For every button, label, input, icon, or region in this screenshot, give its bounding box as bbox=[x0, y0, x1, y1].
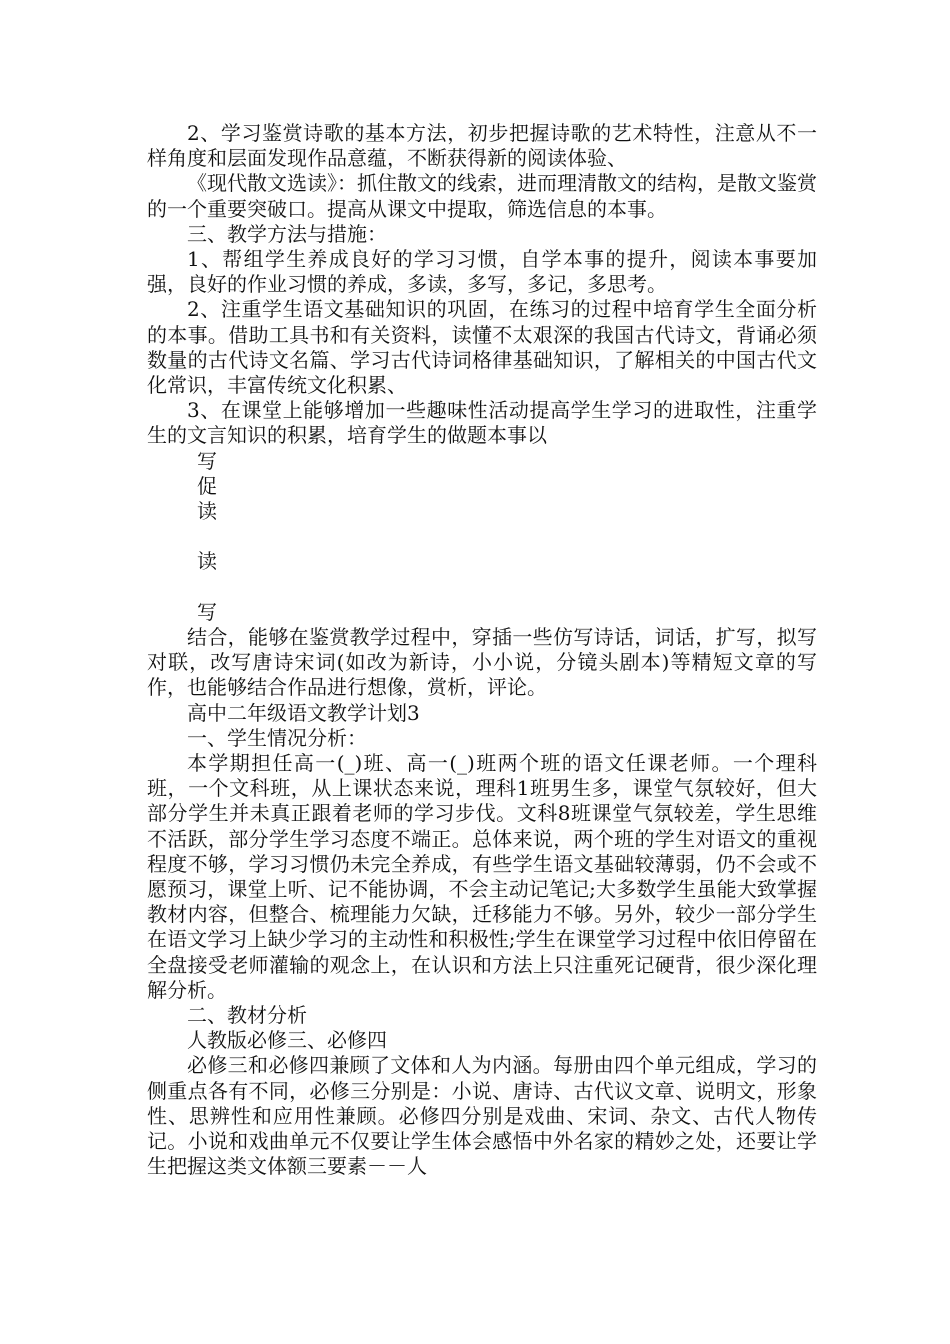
paragraph-method-3: 3、在课堂上能够增加一些趣味性活动提高学生学习的进取性，注重学生的文言知识的积累，培育学生的做题本事以 bbox=[147, 398, 817, 448]
paragraph-student-analysis: 本学期担任高一(_)班、高一(_)班两个班的语文任课老师。一个理科班，一个文科班，从上课状态来说，理科1班男生多，课堂气氛较好，但大部分学生并未真正跟着老师的学习步伐。文科8班课堂气氛较差，学生思维不活跃，部分学生学习态度不端正。总体来说，两个班的学生对语文的重视程度不够，学习习惯仍未完全养成，有些学生语文基础较薄弱，仍不会或不愿预习，课堂上听、记不能协调，不会主动记笔记;大多数学生虽能大致掌握教材内容，但整合、梳理能力欠缺，迁移能力不够。另外，较少一部分学生在语文学习上缺少学习的主动性和积极性;学生在课堂学习过程中依旧停留在全盘接受老师灌输的观念上，在认识和方法上只注重死记硬背，很少深化理解分析。 bbox=[147, 751, 817, 1002]
vertical-char: 促 bbox=[197, 473, 217, 498]
paragraph-method-2: 2、注重学生语文基础知识的巩固，在练习的过程中培育学生全面分析的本事。借助工具书和有关资料，读懂不太艰深的我国古代诗文，背诵必须数量的古代诗文名篇、学习古代诗词格律基础知识，了解相关的中国古代文化常识，丰富传统文化积累、 bbox=[147, 297, 817, 398]
vertical-char: 写 bbox=[197, 599, 217, 624]
section-title-plan-3: 高中二年级语文教学计划3 bbox=[187, 700, 420, 725]
heading-student-analysis: 一、学生情况分析： bbox=[187, 725, 367, 750]
paragraph-writing-combination: 结合，能够在鉴赏教学过程中，穿插一些仿写诗话，词话，扩写，拟写对联，改写唐诗宋词(如改为新诗，小小说，分镜头剧本)等精短文章的写作，也能够结合作品进行想像，赏析，评论。 bbox=[147, 625, 817, 700]
heading-teaching-methods: 三、教学方法与措施： bbox=[187, 221, 387, 246]
paragraph-method-1: 1、帮组学生养成良好的学习习惯，自学本事的提升，阅读本事要加强，良好的作业习惯的养成，多读，多写，多记，多思考。 bbox=[147, 247, 817, 297]
vertical-char: 写 bbox=[197, 448, 217, 473]
vertical-char: 读 bbox=[197, 499, 217, 524]
paragraph-prose-reading: 《现代散文选读》：抓住散文的线索，进而理清散文的结构，是散文鉴赏的一个重要突破口。提高从课文中提取，筛选信息的本事。 bbox=[147, 171, 817, 221]
heading-textbook-analysis: 二、教材分析 bbox=[187, 1003, 307, 1028]
document-body bbox=[147, 121, 817, 1180]
vertical-char: 读 bbox=[197, 549, 217, 574]
paragraph-textbook-analysis: 必修三和必修四兼顾了文体和人为内涵。每册由四个单元组成，学习的侧重点各有不同，必修三分别是：小说、唐诗、古代议文章、说明文，形象性、思辨性和应用性兼顾。必修四分别是戏曲、宋词、杂文、古代人物传记。小说和戏曲单元不仅要让学生体会感悟中外名家的精妙之处，还要让学生把握这类文体额三要素－－人 bbox=[147, 1053, 817, 1179]
paragraph-poetry-method: 2、学习鉴赏诗歌的基本方法，初步把握诗歌的艺术特性，注意从不一样角度和层面发现作品意蕴，不断获得新的阅读体验、 bbox=[147, 121, 817, 171]
vertical-text-column bbox=[147, 449, 817, 625]
textbook-edition: 人教版必修三、必修四 bbox=[187, 1028, 387, 1053]
